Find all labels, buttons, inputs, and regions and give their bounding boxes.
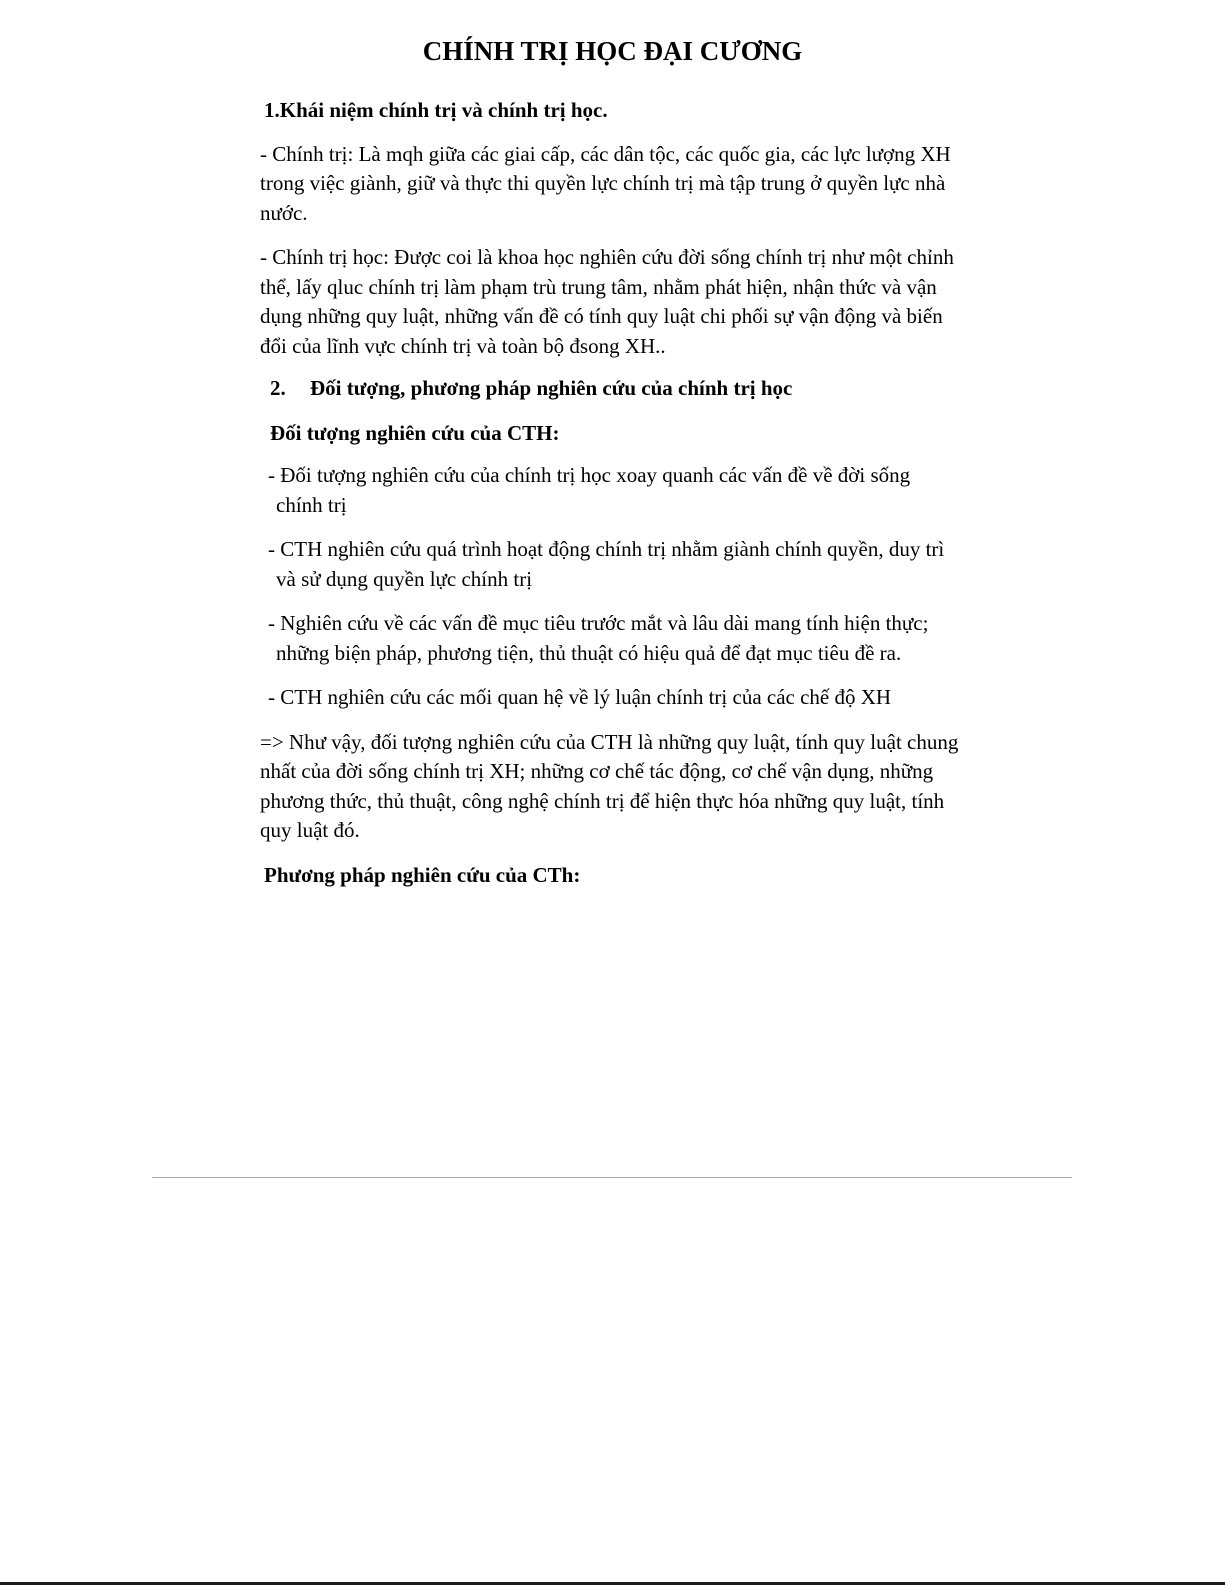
section-2-heading [270,374,960,404]
object-subheading: Đối tượng nghiên cứu của CTH: [270,420,560,445]
definition-political-science: - Chính trị học: Được coi là khoa học nghiên cứu đời sống chính trị như một chỉnh thể, lấy qluc chính trị làm phạm trù trung tâm, nhằm phát hiện, nhận thức và vận dụng những quy luật, những vấn đề có tính quy luật chi phối sự vận động và biến đổi của lĩnh vực chính trị và toàn bộ đsong XH.. [260,245,954,358]
section-2-title: Đối tượng, phương pháp nghiên cứu của chính trị học [310,376,793,400]
document-body [260,96,960,890]
object-item-2: - CTH nghiên cứu quá trình hoạt động chính trị nhằm giành chính quyền, duy trì và sử dụng quyền lực chính trị [268,537,945,591]
definition-politics: - Chính trị: Là mqh giữa các giai cấp, các dân tộc, các quốc gia, các lực lượng XH trong việc giành, giữ và thực thi quyền lực chính trị mà tập trung ở quyền lực nhà nước. [260,141,951,225]
method-subheading: Phương pháp nghiên cứu của CTh: [264,862,581,887]
section-2-number: 2. [270,376,286,400]
object-item-4: - CTH nghiên cứu các mối quan hệ về lý luận chính trị của các chế độ XH [268,685,892,709]
object-item-1: - Đối tượng nghiên cứu của chính trị học xoay quanh các vấn đề về đời sống chính trị [268,463,911,517]
page-break-line [152,1177,1072,1178]
object-conclusion: => Như vậy, đối tượng nghiên cứu của CTH là những quy luật, tính quy luật chung nhất của đời sống chính trị XH; những cơ chế tác động, cơ chế vận dụng, những phương thức, thủ thuật, công nghệ chính trị để hiện thực hóa những quy luật, tính quy luật đó. [260,729,959,842]
section-1-heading: 1.Khái niệm chính trị và chính trị học. [264,98,608,122]
document-title: CHÍNH TRỊ HỌC ĐẠI CƯƠNG [422,36,803,66]
object-item-3: - Nghiên cứu về các vấn đề mục tiêu trước mắt và lâu dài mang tính hiện thực; những biện pháp, phương tiện, thủ thuật có hiệu quả để đạt mục tiêu đề ra. [268,611,929,665]
